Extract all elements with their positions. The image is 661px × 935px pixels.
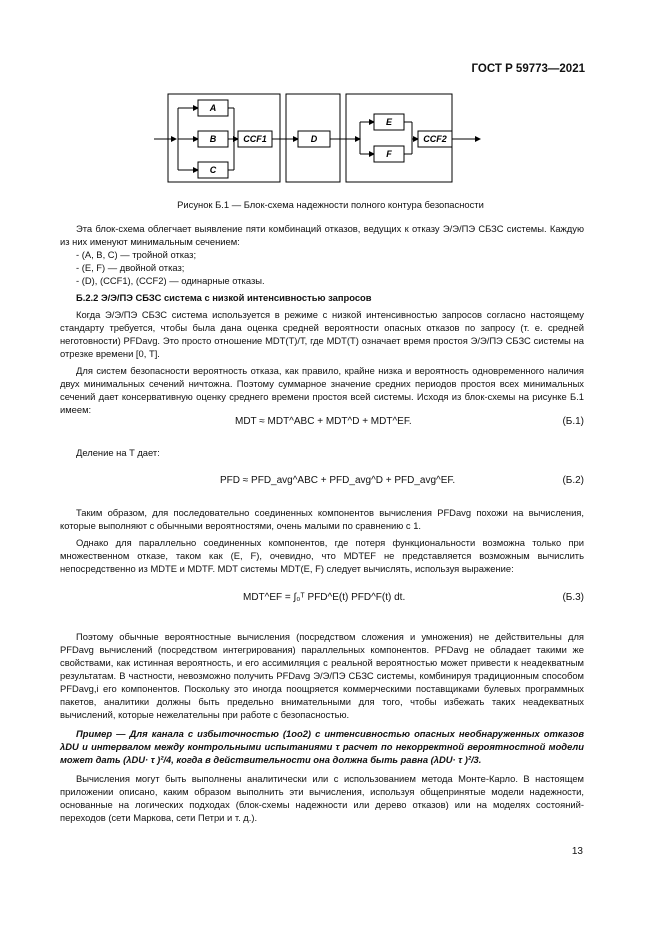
text-block-4 xyxy=(60,630,584,824)
text-block-3 xyxy=(60,506,584,575)
block-ccf1: CCF1 xyxy=(243,134,267,144)
paragraph-7: Поэтому обычные вероятностные вычисления (посредством сложения и умножения) не действительны для PFDavg вычислений (посредством интегрирования) параллельных компонентов. PFDavg не обладает такими же свойствами, как истинная вероятность, и его ассимиляция с реальной вероятностью может привести к неадекватным результатам. В частности, невозможно получить PFDavg Э/Э/ПЭ СБЗС системы, комбинируя традиционным способом PFDavg,i его компонентов. Поскольку это иногда поощряется коммерческими поставщиками булевых программных пакетов, аналитики должны быть предельно внимательными для того, чтобы избежать таких неадекватных вычислений, которые нежелательны при работе с безопасностью. xyxy=(60,631,584,720)
standard-header: ГОСТ Р 59773—2021 xyxy=(471,63,585,75)
paragraph-2: Когда Э/Э/ПЭ СБЗС система используется в режиме с низкой интенсивностью запросов согласно настоящему стандарту требуется, чтобы была дана оценка средней вероятности опасных отказов по запросу (т. е. средней неготовности) PFDavg. Это просто отношение MDT(T)/T, где MDT(T) означает время простоя Э/Э/ПЭ СБЗС системы на отрезке времени [0, T]. xyxy=(60,309,584,359)
equation-b1-expr: MDT ≈ MDT^ABC + MDT^D + MDT^EF. xyxy=(235,416,412,427)
page-number: 13 xyxy=(571,846,583,857)
list-item: - (A, B, C) — тройной отказ; xyxy=(76,249,197,260)
equation-b1 xyxy=(60,414,584,438)
block-c: C xyxy=(209,165,217,175)
section-title: Б.2.2 Э/Э/ПЭ СБЗС система с низкой интенсивностью запросов xyxy=(76,292,372,303)
equation-b2-expr: PFD ≈ PFD_avg^ABC + PFD_avg^D + PFD_avg^EF. xyxy=(220,475,456,486)
equation-b3-number: (Б.3) xyxy=(562,592,584,603)
reliability-block-diagram xyxy=(150,92,490,200)
paragraph-8: Вычисления могут быть выполнены аналитически или с использованием метода Монте-Карло. В настоящем приложении описано, каким образом выполнить эти вычисления, используя общепринятые модели надежности, основанные на логических подходах (блок-схемы надежности или дерево отказов) или на моделях состояний-переходов (сети Маркова, сети Петри и т. д.). xyxy=(60,773,584,823)
list-item: - (D), (CCF1), (CCF2) — одинарные отказы. xyxy=(76,275,265,286)
block-f: F xyxy=(386,149,392,159)
paragraph-5: Таким образом, для последовательно соединенных компонентов вычисления PFDavg похожи на вычисления, которые выполняют с обычными вероятностями, очень малыми по сравнению с 1. xyxy=(60,507,584,531)
equation-b3 xyxy=(60,590,584,614)
paragraph-3: Для систем безопасности вероятность отказа, как правило, крайне низка и вероятность одновременного наличия двух минимальных сечений ничтожна. Поэтому суммарное значение средних периодов простоя всех минимальных сечений дает консервативную оценку среднего времени простоя всей системы. Исходя из блок-схемы на рисунке Б.1 имеем: xyxy=(60,365,584,415)
block-b: B xyxy=(209,134,217,144)
paragraph-4: Деление на T дает: xyxy=(76,447,160,458)
list-item: - (E, F) — двойной отказ; xyxy=(76,262,185,273)
equation-b1-number: (Б.1) xyxy=(562,416,584,427)
block-a: A xyxy=(209,103,217,113)
equation-b2-number: (Б.2) xyxy=(562,475,584,486)
text-block-2 xyxy=(60,446,584,459)
paragraph-1: Эта блок-схема облегчает выявление пяти комбинаций отказов, ведущих к отказу Э/Э/ПЭ СБЗС системы. Каждую из них именуют минимальным сечением: xyxy=(60,223,584,247)
paragraph-6: Однако для параллельно соединенных компонентов, где потеря функциональности возможна только при множественном отказе, таком как (E, F), очевидно, что MDTEF не представляется возможным вычислить непосредственно из MDTE и MDTF. MDT системы MDT(E, F) следует вычислять, используя выражение: xyxy=(60,537,584,574)
equation-b2 xyxy=(60,473,584,497)
example: Пример — Для канала с избыточностью (1oo2) с интенсивностью опасных необнаруженных отказов λDU и интервалом между контрольными испытаниями τ расчет по некорректной вероятностной модели может дать (λDU· τ )²/4, когда в действительности она должна быть равна (λDU· τ )²/3. xyxy=(60,728,584,765)
block-ccf2: CCF2 xyxy=(423,134,447,144)
figure-caption: Рисунок Б.1 — Блок-схема надежности полного контура безопасности xyxy=(177,199,484,210)
text-block-1 xyxy=(60,222,584,416)
block-d: D xyxy=(310,134,318,144)
equation-b3-expr: MDT^EF = ∫₀ᵀ PFD^E(t) PFD^F(t) dt. xyxy=(243,592,406,603)
block-e: E xyxy=(385,117,393,127)
